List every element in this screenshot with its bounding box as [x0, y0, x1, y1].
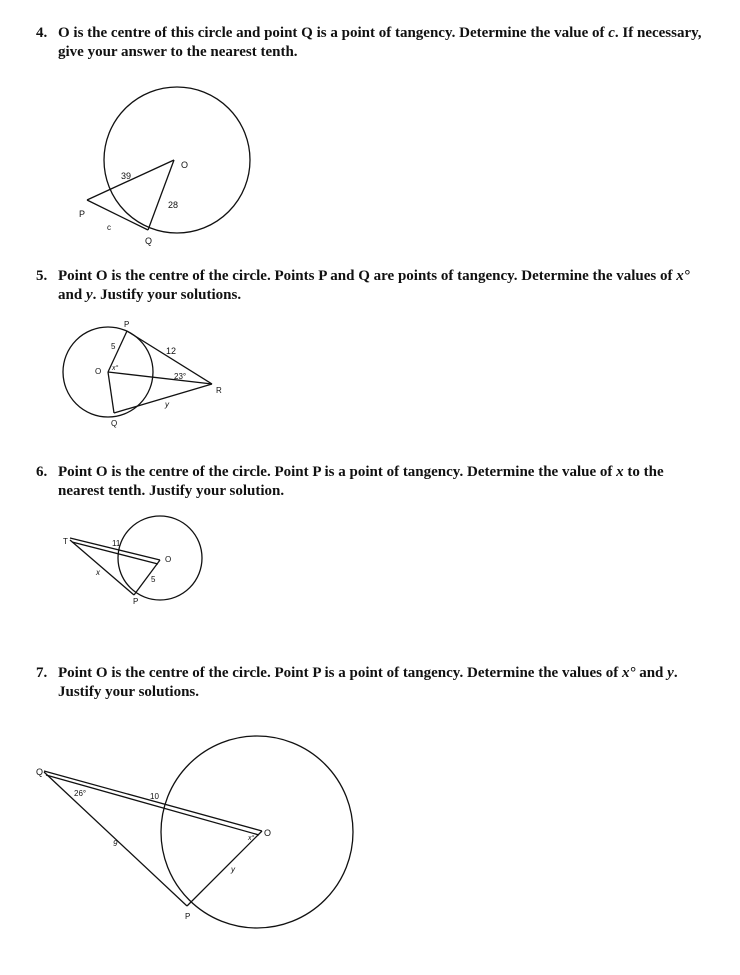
label-P: P: [133, 597, 139, 606]
label-angle: 23°: [174, 372, 187, 381]
label-c: c: [107, 223, 111, 232]
secant-QO-double: [46, 775, 259, 835]
question-number: 6.: [36, 464, 48, 480]
label-O: O: [95, 367, 102, 376]
label-side-PO: 39: [121, 171, 132, 181]
secant-QO: [44, 771, 262, 831]
label-tangent: 12: [166, 346, 177, 356]
circle: [161, 736, 353, 928]
label-O: O: [165, 555, 172, 564]
label-Q: Q: [145, 236, 153, 246]
question-text: O is the centre of this circle and point Q is a point of tangency. Determine the value of c. If necessary, give your answer to the nearest tenth.: [58, 25, 702, 60]
label-x: x: [96, 568, 100, 577]
label-x: x°: [112, 365, 119, 372]
label-P: P: [124, 320, 130, 329]
question-number: 7.: [36, 665, 48, 681]
radius-OP: [187, 831, 262, 906]
question-text: Point O is the centre of the circle. Point P is a point of tangency. Determine the values of x° and y. Justify your solutions.: [58, 665, 678, 700]
label-side-OQ: 28: [168, 200, 179, 210]
label-O: O: [264, 828, 272, 838]
label-angle: 26°: [74, 789, 87, 798]
label-O: O: [181, 160, 189, 170]
label-R: R: [216, 386, 222, 395]
label-secant: 10: [150, 792, 159, 801]
label-P: P: [79, 209, 86, 219]
label-radius: 5: [111, 342, 116, 351]
label-y: y: [231, 865, 235, 874]
label-Q: Q: [36, 767, 44, 777]
label-y: y: [165, 400, 169, 409]
label-P: P: [185, 912, 191, 921]
label-T: T: [63, 537, 68, 546]
label-x: x°: [248, 835, 255, 842]
label-tangent: 9: [113, 839, 118, 848]
label-Q: Q: [111, 419, 118, 428]
label-radius: 5: [151, 575, 156, 584]
question-text: Point O is the centre of the circle. Point P is a point of tangency. Determine the value of x to the nearest tenth. Justify your solution.: [58, 464, 664, 499]
question-number: 4.: [36, 25, 48, 41]
label-secant: 11: [112, 539, 121, 548]
question-number: 5.: [36, 268, 48, 284]
question-text: Point O is the centre of the circle. Points P and Q are points of tangency. Determine the values of x° and y. Justify your solutions.: [58, 268, 690, 303]
